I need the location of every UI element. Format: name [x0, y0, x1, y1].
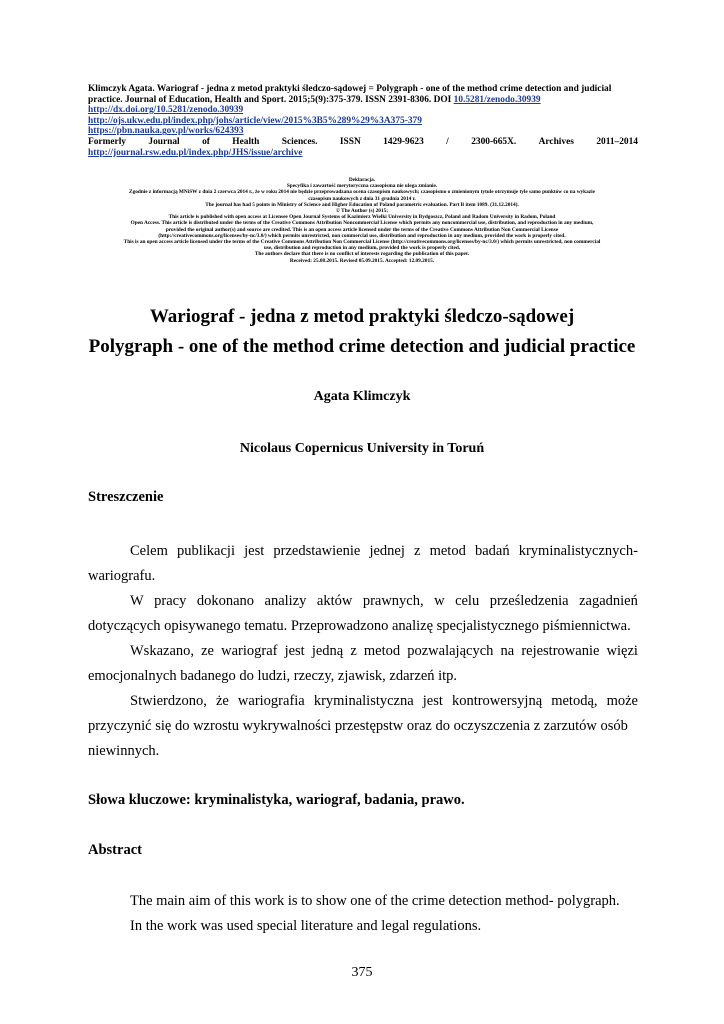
text-line: wariografu.: [88, 568, 156, 584]
page-number: 375: [351, 965, 373, 980]
justified-line: [88, 539, 638, 564]
formerly-line: [88, 137, 638, 148]
streszczenie-paragraph-3: [88, 639, 638, 689]
word: jest: [284, 643, 305, 659]
text-line: przyczynić się do wzrostu wykrywalności przestępstw oraz do oczyszczenia z zarzutów osób: [88, 718, 628, 734]
declaration-line: (http://creativecommons.org/licenses/by-nc/3.0/) which permits unrestricted, non commercial use, distribution and reproduction in any medium, provided the work is properly cited.: [158, 232, 566, 239]
declaration-line: Specyfika i zawartość merytoryczna czasopisma nie ulega zmianie.: [286, 183, 438, 190]
declaration-line: Open Access. This article is distributed under the terms of the Creative Commons Attribution Noncommercial License which permits any noncommercial use, distribution, and reproduction in any medium,: [130, 220, 594, 227]
word: Celem: [130, 543, 168, 559]
streszczenie-heading: Streszczenie: [88, 489, 164, 505]
declaration-line: © The Author (s) 2015;: [335, 208, 389, 215]
word: wariografia: [237, 693, 305, 709]
declaration-line: czasopism naukowych z dnia 31 grudnia 2014 r.: [308, 195, 416, 202]
declaration-line: The authors declare that there is no conflict of interests regarding the publication of this paper.: [254, 251, 470, 258]
formerly-word: Archives: [538, 136, 574, 147]
formerly-word: 2011–2014: [596, 136, 638, 147]
abstract-heading: Abstract: [88, 842, 142, 858]
word: dokonano: [196, 593, 255, 609]
citation-text: practice. Journal of Education, Health and Sport. 2015;5(9):375-379. ISSN 2391-8306. DOI: [88, 94, 452, 105]
word: że: [215, 693, 229, 709]
word: aktów: [316, 593, 353, 609]
declaration-line: Received: 25.08.2015. Revised 05.09.2015. Accepted: 12.09.2015.: [289, 257, 435, 264]
ojs-url-link[interactable]: http://ojs.ukw.edu.pl/index.php/johs/article/view/2015%3B5%289%29%3A375-379: [88, 115, 422, 126]
formerly-word: 1429-9623: [383, 136, 424, 147]
declaration-line: provided the original author(s) and source are credited. This is an open access article licensed under the terms of the Creative Commons Attribution Non Commercial License: [165, 226, 559, 233]
word: metodą,: [551, 693, 598, 709]
word: publikacji: [176, 543, 235, 559]
word: zagadnień: [579, 593, 638, 609]
word: jednej: [369, 543, 405, 559]
archive-url-link[interactable]: http://journal.rsw.edu.pl/index.php/JHS/issue/archive: [88, 147, 303, 158]
declaration-line: Deklaracja.: [348, 177, 376, 183]
word: pracy: [154, 593, 187, 609]
word: na: [500, 643, 515, 659]
title-english: Polygraph - one of the method crime detection and judicial practice: [88, 336, 636, 357]
text-line: The main aim of this work is to show one of the crime detection method- polygraph.: [130, 893, 620, 909]
formerly-word: Formerly: [88, 136, 126, 147]
word: W: [130, 593, 144, 609]
word: metod: [363, 643, 401, 659]
text-line: niewinnych.: [88, 743, 160, 759]
declaration-line: Zgodnie z informacją MNiSW z dnia 2 czerwca 2014 r., że w roku 2014 nie będzie przeprowadzana ocena czasopism naukowych; czasopismo o zmienionym tytule otrzymuje tyle samo punktów co na wykazie: [129, 189, 595, 196]
declaration-line: use, distribution and reproduction in any medium, provided the work is properly cited.: [263, 245, 461, 252]
declaration-block: [60, 177, 664, 264]
justified-line: [88, 639, 638, 664]
doi-link[interactable]: 10.5281/zenodo.30939: [453, 94, 541, 105]
word: rejestrowanie: [521, 643, 600, 659]
word: celu: [455, 593, 480, 609]
doi-url-link[interactable]: http://dx.doi.org/10.5281/zenodo.30939: [88, 105, 244, 116]
word: kryminalistyczna: [313, 693, 414, 709]
streszczenie-paragraph-4: [88, 689, 638, 764]
formerly-word: Journal: [148, 136, 180, 147]
word: jedną: [311, 643, 344, 659]
word: więzi: [606, 643, 638, 659]
word: metod: [429, 543, 466, 559]
formerly-word: Health: [232, 136, 260, 147]
streszczenie-paragraph-1: [88, 539, 638, 589]
word: badań: [474, 543, 510, 559]
keywords: Słowa kluczowe: kryminalistyka, wariograf, badania, prawo.: [88, 792, 465, 808]
formerly-word: ISSN: [339, 136, 361, 147]
word: pozwalających: [407, 643, 494, 659]
formerly-word: Sciences.: [281, 136, 318, 147]
word: kryminalistycznych-: [518, 543, 638, 559]
word: jest: [422, 693, 443, 709]
formerly-word: /: [446, 136, 449, 147]
formerly-word: 2300-665X.: [471, 136, 517, 147]
declaration-line: This is an open access article licensed under the terms of the Creative Commons Attribution Non Commercial License (http://creativecommons.org/licenses/by-nc/3.0/) which permits unrestricted, non commercial: [123, 239, 601, 246]
text-line: In the work was used special literature and legal regulations.: [130, 918, 482, 934]
author-name: Agata Klimczyk: [313, 389, 411, 404]
word: może: [606, 693, 638, 709]
citation-line: [88, 95, 638, 106]
streszczenie-paragraph-2: [88, 589, 638, 639]
word: prześledzenia: [489, 593, 569, 609]
declaration-line: This article is published with open access at Licensee Open Journal Systems of Kazimierz Wielki University in Bydgoszcz, Poland and Radom University in Radom, Poland: [168, 214, 556, 221]
word: wariograf: [221, 643, 278, 659]
declaration-line: The journal has had 5 points in Ministry of Science and Higher Education of Poland parametric evaluation. Part B item 1089. (31.12.2014).: [205, 201, 519, 208]
word: analizy: [264, 593, 307, 609]
word: ze: [201, 643, 214, 659]
word: z: [350, 643, 357, 659]
word: przedstawienie: [273, 543, 361, 559]
justified-line: [88, 689, 638, 714]
word: kontrowersyjną: [451, 693, 543, 709]
formerly-word: of: [202, 136, 210, 147]
title-polish: Wariograf - jedna z metod praktyki śledczo-sądowej: [149, 306, 575, 327]
word: Wskazano,: [130, 643, 195, 659]
pbn-url-link[interactable]: https://pbn.nauka.gov.pl/works/624393: [88, 126, 244, 137]
word: w: [434, 593, 445, 609]
text-line: dotyczących opisywanego tematu. Przeprowadzono analizę specjalistycznego piśmiennictwa.: [88, 618, 631, 634]
justified-line: [88, 589, 638, 614]
word: prawnych,: [362, 593, 424, 609]
author-affiliation: Nicolaus Copernicus University in Toruń: [239, 441, 485, 456]
citation-line: Klimczyk Agata. Wariograf - jedna z metod praktyki śledczo-sądowej = Polygraph - one of the method crime detection and judicial: [88, 84, 612, 94]
text-line: emocjonalnych badanego do ludzi, rzeczy, zjawisk, zdarzeń itp.: [88, 668, 458, 684]
abstract-paragraph: [88, 889, 638, 939]
word: jest: [244, 543, 265, 559]
citation-block: [88, 84, 638, 158]
word: z: [414, 543, 421, 559]
word: Stwierdzono,: [130, 693, 207, 709]
